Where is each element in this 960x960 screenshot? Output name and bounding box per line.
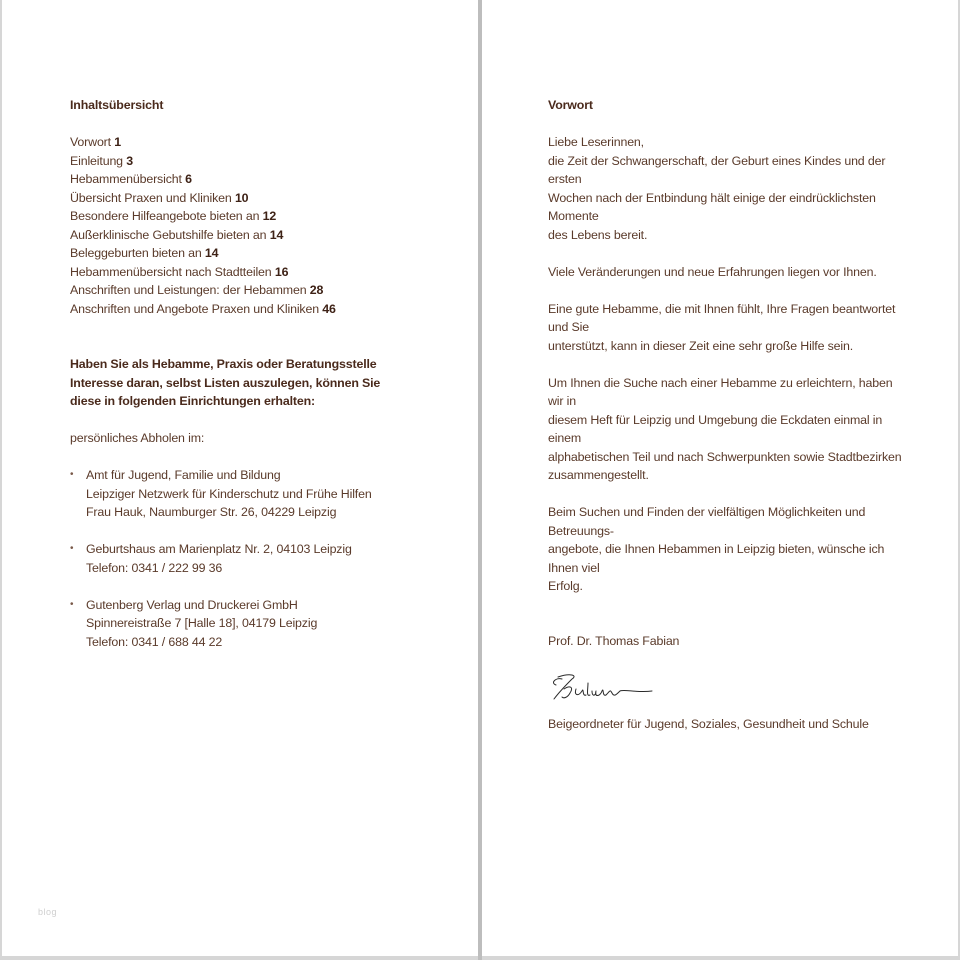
toc-item-page: 1: [114, 135, 122, 149]
author-name: Prof. Dr. Thomas Fabian: [548, 633, 680, 648]
text-line: die Zeit der Schwangerschaft, der Geburt eines Kindes und der ersten: [548, 153, 886, 186]
bullet-icon: •: [70, 469, 74, 480]
toc-item-label: Anschriften und Leistungen: der Hebammen: [70, 283, 307, 297]
location-item: [70, 596, 400, 652]
toc-item[interactable]: [70, 281, 400, 300]
toc-item[interactable]: [70, 152, 400, 171]
text-line: Beim Suchen und Finden der vielfältigen Möglichkeiten und Betreuungs-: [548, 505, 866, 538]
toc-item[interactable]: [70, 244, 400, 263]
foreword-paragraph: [548, 133, 908, 244]
toc-heading: Inhaltsübersicht: [70, 98, 164, 112]
toc-item[interactable]: [70, 189, 400, 208]
location-item: [70, 540, 400, 577]
text-line: angebote, die Ihnen Hebammen in Leipzig bieten, wünsche ich Ihnen viel: [548, 542, 885, 575]
toc-item-label: Außerklinische Gebutshilfe bieten an: [70, 227, 267, 242]
location-item: [70, 466, 400, 522]
toc-item-label: Hebammenübersicht nach Stadtteilen: [70, 264, 272, 279]
notice-line: diese in folgenden Einrichtungen erhalten:: [70, 394, 315, 408]
toc-item-page: 12: [262, 209, 277, 223]
distribution-notice: [70, 355, 400, 411]
toc-item[interactable]: [70, 207, 400, 226]
toc-item-page: 28: [309, 283, 324, 297]
pickup-label: persönliches Abholen im:: [70, 431, 205, 445]
toc-item-label: Übersicht Praxen und Kliniken: [70, 190, 232, 205]
notice-line: Interesse daran, selbst Listen auszulegen, können Sie: [70, 375, 381, 390]
toc-item[interactable]: [70, 300, 400, 319]
toc-item[interactable]: [70, 170, 400, 189]
location-line: Frau Hauk, Naumburger Str. 26, 04229 Leipzig: [86, 505, 337, 519]
toc-item-page: 6: [185, 172, 192, 186]
left-page: [2, 0, 478, 956]
signature-image: [548, 669, 658, 705]
left-column: [70, 96, 400, 670]
toc-item[interactable]: [70, 133, 400, 152]
right-column: [548, 96, 908, 752]
foreword-paragraph: [548, 300, 908, 356]
author-role: Beigeordneter für Jugend, Soziales, Gesundheit und Schule: [548, 716, 869, 731]
table-of-contents: [70, 133, 400, 318]
pickup-locations: [70, 466, 400, 651]
foreword-heading: Vorwort: [548, 98, 593, 112]
location-line: Leipziger Netzwerk für Kinderschutz und Frühe Hilfen: [86, 486, 372, 501]
toc-item-label: Besondere Hilfeangebote bieten an: [70, 209, 260, 223]
toc-item-page: 14: [269, 227, 284, 242]
bullet-icon: •: [70, 598, 74, 610]
toc-item-label: Anschriften und Angebote Praxen und Kliniken: [70, 301, 319, 316]
text-line: zusammengestellt.: [548, 468, 649, 482]
foreword-paragraph: [548, 374, 908, 485]
text-line: Eine gute Hebamme, die mit Ihnen fühlt, Ihre Fragen beantwortet und Sie: [548, 301, 896, 334]
greeting: Liebe Leserinnen,: [548, 135, 644, 149]
location-line: Amt für Jugend, Familie und Bildung: [86, 468, 281, 482]
bullet-icon: •: [70, 543, 74, 554]
toc-item[interactable]: [70, 226, 400, 245]
location-line: Geburtshaus am Marienplatz Nr. 2, 04103 Leipzig: [86, 542, 352, 556]
toc-item-label: Einleitung: [70, 153, 123, 168]
right-page: [482, 0, 958, 956]
text-line: Wochen nach der Entbindung hält einige der eindrücklichsten Momente: [548, 190, 876, 223]
toc-item-label: Vorwort: [70, 135, 111, 149]
text-line: alphabetischen Teil und nach Schwerpunkten sowie Stadtbezirken: [548, 449, 902, 464]
location-line: Gutenberg Verlag und Druckerei GmbH: [86, 597, 298, 612]
text-line: diesem Heft für Leipzig und Umgebung die Eckdaten einmal in einem: [548, 412, 883, 445]
notice-line: Haben Sie als Hebamme, Praxis oder Beratungsstelle: [70, 357, 377, 371]
text-line: des Lebens bereit.: [548, 227, 648, 242]
location-line: Telefon: 0341 / 222 99 36: [86, 560, 223, 575]
toc-item-label: Hebammenübersicht: [70, 172, 182, 186]
toc-item[interactable]: [70, 263, 400, 282]
location-line: Spinnereistraße 7 [Halle 18], 04179 Leipzig: [86, 616, 318, 630]
text-line: Um Ihnen die Suche nach einer Hebamme zu erleichtern, haben wir in: [548, 375, 893, 408]
watermark: blog: [38, 907, 58, 917]
toc-item-page: 10: [234, 190, 249, 205]
toc-item-page: 46: [322, 301, 336, 316]
toc-item-page: 14: [204, 246, 219, 260]
location-line: Telefon: 0341 / 688 44 22: [86, 634, 223, 649]
toc-item-page: 16: [274, 264, 289, 279]
foreword-paragraph: [548, 503, 908, 596]
toc-item-page: 3: [126, 153, 133, 168]
text-line: Erfolg.: [548, 579, 583, 593]
toc-item-label: Beleggeburten bieten an: [70, 246, 202, 260]
foreword-paragraph: Viele Veränderungen und neue Erfahrungen liegen vor Ihnen.: [548, 264, 877, 279]
text-line: unterstützt, kann in dieser Zeit eine sehr große Hilfe sein.: [548, 338, 854, 353]
